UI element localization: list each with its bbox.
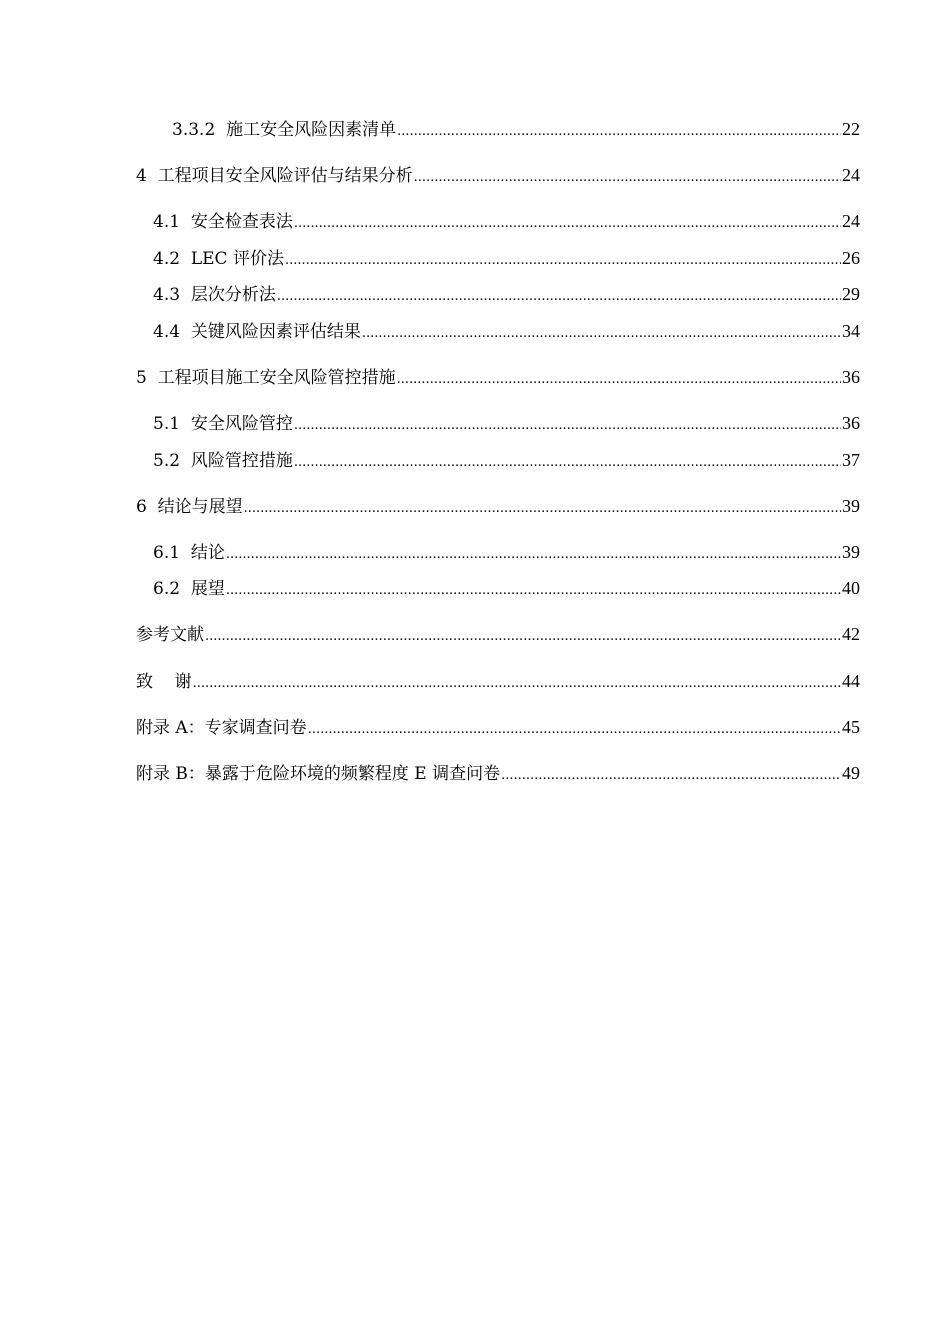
toc-dot-leader xyxy=(308,719,841,741)
toc-entry-label: 5 工程项目施工安全风险管控措施 xyxy=(136,368,396,388)
toc-entry-label: 6 结论与展望 xyxy=(136,497,243,517)
toc-entry-5-1[interactable] xyxy=(153,412,860,434)
toc-entry-4-4[interactable] xyxy=(153,320,860,342)
toc-entry-page: 22 xyxy=(842,119,860,139)
toc-entry-label: 4 工程项目安全风险评估与结果分析 xyxy=(136,166,413,186)
toc-entry-label: 6.2 展望 xyxy=(153,579,225,599)
toc-entry-page: 26 xyxy=(842,248,860,268)
toc-entry-page: 49 xyxy=(842,763,860,783)
toc-entry-references[interactable] xyxy=(136,623,860,645)
toc-entry-4-1[interactable] xyxy=(153,210,860,232)
toc-dot-leader xyxy=(294,415,841,437)
toc-entry-label: 参考文献 xyxy=(136,625,204,645)
toc-entry-5-2[interactable] xyxy=(153,449,860,471)
toc-entry-4[interactable] xyxy=(136,164,860,186)
toc-entry-3-3-2[interactable] xyxy=(172,118,860,140)
toc-entry-label: 4.1 安全检查表法 xyxy=(153,212,293,232)
toc-entry-4-2[interactable] xyxy=(153,247,860,269)
toc-entry-page: 24 xyxy=(842,165,860,185)
toc-entry-label: 6.1 结论 xyxy=(153,543,225,563)
toc-entry-label: 附录 B：暴露于危险环境的频繁程度 E 调查问卷 xyxy=(136,764,501,784)
toc-entry-4-3[interactable] xyxy=(153,283,860,305)
toc-entry-6-1[interactable] xyxy=(153,541,860,563)
toc-entry-appendix-a[interactable] xyxy=(136,716,860,738)
toc-dot-leader xyxy=(226,580,841,602)
toc-entry-page: 37 xyxy=(842,450,860,470)
toc-entry-page: 29 xyxy=(842,284,860,304)
toc-entry-page: 36 xyxy=(842,413,860,433)
toc-entry-page: 34 xyxy=(842,321,860,341)
toc-entry-page: 45 xyxy=(842,717,860,737)
toc-dot-leader xyxy=(226,544,841,566)
toc-entry-page: 40 xyxy=(842,578,860,598)
toc-entry-label: 4.3 层次分析法 xyxy=(153,285,276,305)
toc-entry-page: 42 xyxy=(842,624,860,644)
toc-dot-leader xyxy=(397,369,841,391)
toc-entry-label: 3.3.2 施工安全风险因素清单 xyxy=(172,120,397,140)
toc-entry-page: 39 xyxy=(842,496,860,516)
toc-dot-leader xyxy=(244,498,841,520)
toc-dot-leader xyxy=(285,250,841,272)
toc-entry-label: 5.1 安全风险管控 xyxy=(153,414,293,434)
toc-entry-page: 36 xyxy=(842,367,860,387)
toc-entry-acknowledgements[interactable] xyxy=(136,670,860,692)
toc-entry-label: 附录 A：专家调查问卷 xyxy=(136,718,307,738)
toc-dot-leader xyxy=(294,452,841,474)
toc-dot-leader xyxy=(397,121,841,143)
toc-entry-label: 4.4 关键风险因素评估结果 xyxy=(153,322,361,342)
toc-dot-leader xyxy=(362,323,841,345)
toc-entry-6[interactable] xyxy=(136,495,860,517)
toc-dot-leader xyxy=(277,286,841,308)
toc-entry-5[interactable] xyxy=(136,366,860,388)
toc-dot-leader xyxy=(205,626,841,648)
toc-entry-page: 24 xyxy=(842,211,860,231)
toc-entry-page: 44 xyxy=(842,671,860,691)
toc-entry-label: 致 谢 xyxy=(136,672,192,692)
toc-dot-leader xyxy=(501,765,841,787)
toc-entry-label: 4.2 LEC 评价法 xyxy=(153,249,284,269)
toc-dot-leader xyxy=(193,673,841,695)
toc-entry-appendix-b[interactable] xyxy=(136,762,860,784)
toc-entry-label: 5.2 风险管控措施 xyxy=(153,451,293,471)
toc-dot-leader xyxy=(294,213,841,235)
toc-entry-6-2[interactable] xyxy=(153,577,860,599)
toc-dot-leader xyxy=(414,167,841,189)
toc-entry-page: 39 xyxy=(842,542,860,562)
